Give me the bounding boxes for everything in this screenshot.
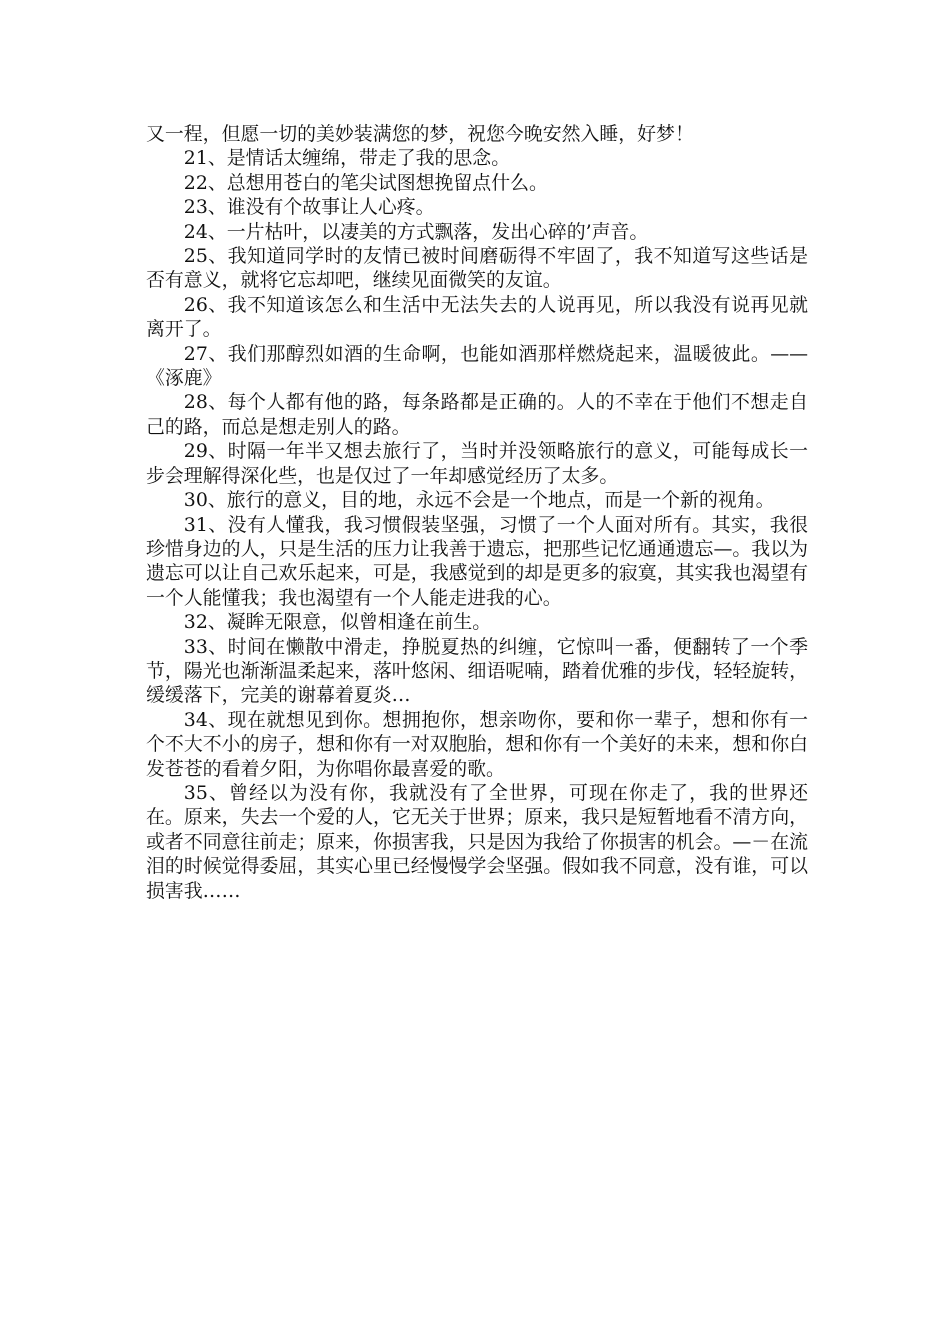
- paragraph-22: 22、总想用苍白的笔尖试图想挽留点什么。: [183, 171, 548, 194]
- paragraph-21: 21、是情话太缠绵，带走了我的思念。: [183, 147, 511, 170]
- paragraph-28: 28、每个人都有他的路，每条路都是正确的。人的不幸在于他们不想走自己的路，而总是想走别人的路。: [146, 391, 808, 438]
- paragraph-26: 26、我不知道该怎么和生活中无法失去的人说再见，所以我没有说再见就离开了。: [146, 293, 808, 341]
- paragraph-25: 25、我知道同学时的友情已被时间磨砺得不牢固了，我不知道写这些话是否有意义，就将它忘却吧，继续见面微笑的友谊。: [146, 245, 808, 292]
- paragraph-34: 34、现在就想见到你。想拥抱你，想亲吻你，要和你一辈子，想和你有一个不大不小的房子，想和你有一对双胞胎，想和你有一个美好的未来，想和你白发苍苍的看着夕阳，为你唱你最喜爱的歌。: [146, 708, 808, 780]
- paragraph-35: 35、曾经以为没有你，我就没有了全世界，可现在你走了，我的世界还在。原来，失去一个爱的人，它无关于世界；原来，我只是短暂地看不清方向，或者不同意往前走；原来，你损害我，只是因为我给了你损害的机会。—－在流泪的时候觉得委屈，其实心里已经慢慢学会坚强。假如我不同意，没有谁，可以损害我……: [146, 781, 808, 902]
- paragraph-32: 32、凝眸无限意，似曾相逢在前生。: [183, 611, 492, 634]
- paragraph-33: 33、时间在懒散中滑走，挣脱夏热的纠缠，它惊叫一番，便翻转了一个季节，陽光也渐渐温柔起来，落叶悠闲、细语呢喃，踏着优雅的步伐，轻轻旋转，缓缓落下，完美的谢幕着夏炎…: [146, 635, 808, 707]
- paragraph-continuation: 又一程，但愿一切的美妙装满您的梦，祝您今晚安然入睡，好梦！: [146, 123, 694, 145]
- paragraph-23: 23、谁没有个故事让人心疼。: [183, 196, 435, 219]
- paragraph-30: 30、旅行的意义，目的地，永远不会是一个地点，而是一个新的视角。: [183, 489, 775, 512]
- paragraph-24: 24、一片枯叶，以凄美的方式飘落，发出心碎的’声音。: [183, 220, 649, 243]
- paragraph-31: 31、没有人懂我，我习惯假装坚强，习惯了一个人面对所有。其实，我很珍惜身边的人，只是生活的压力让我善于遗忘，把那些记忆通通遗忘—。我以为遗忘可以让自己欢乐起来，可是，我感觉到的却是更多的寂寞，其实我也渴望有一个人能懂我；我也渴望有一个人能走进我的心。: [146, 513, 808, 609]
- paragraph-27: 27、我们那醇烈如酒的生命啊，也能如酒那样燃烧起来，温暖彼此。——《涿鹿》: [146, 342, 808, 390]
- paragraph-29: 29、时隔一年半又想去旅行了，当时并没领略旅行的意义，可能每成长一步会理解得深化些，也是仅过了一年却感觉经历了太多。: [146, 440, 808, 487]
- document-body: [146, 122, 808, 903]
